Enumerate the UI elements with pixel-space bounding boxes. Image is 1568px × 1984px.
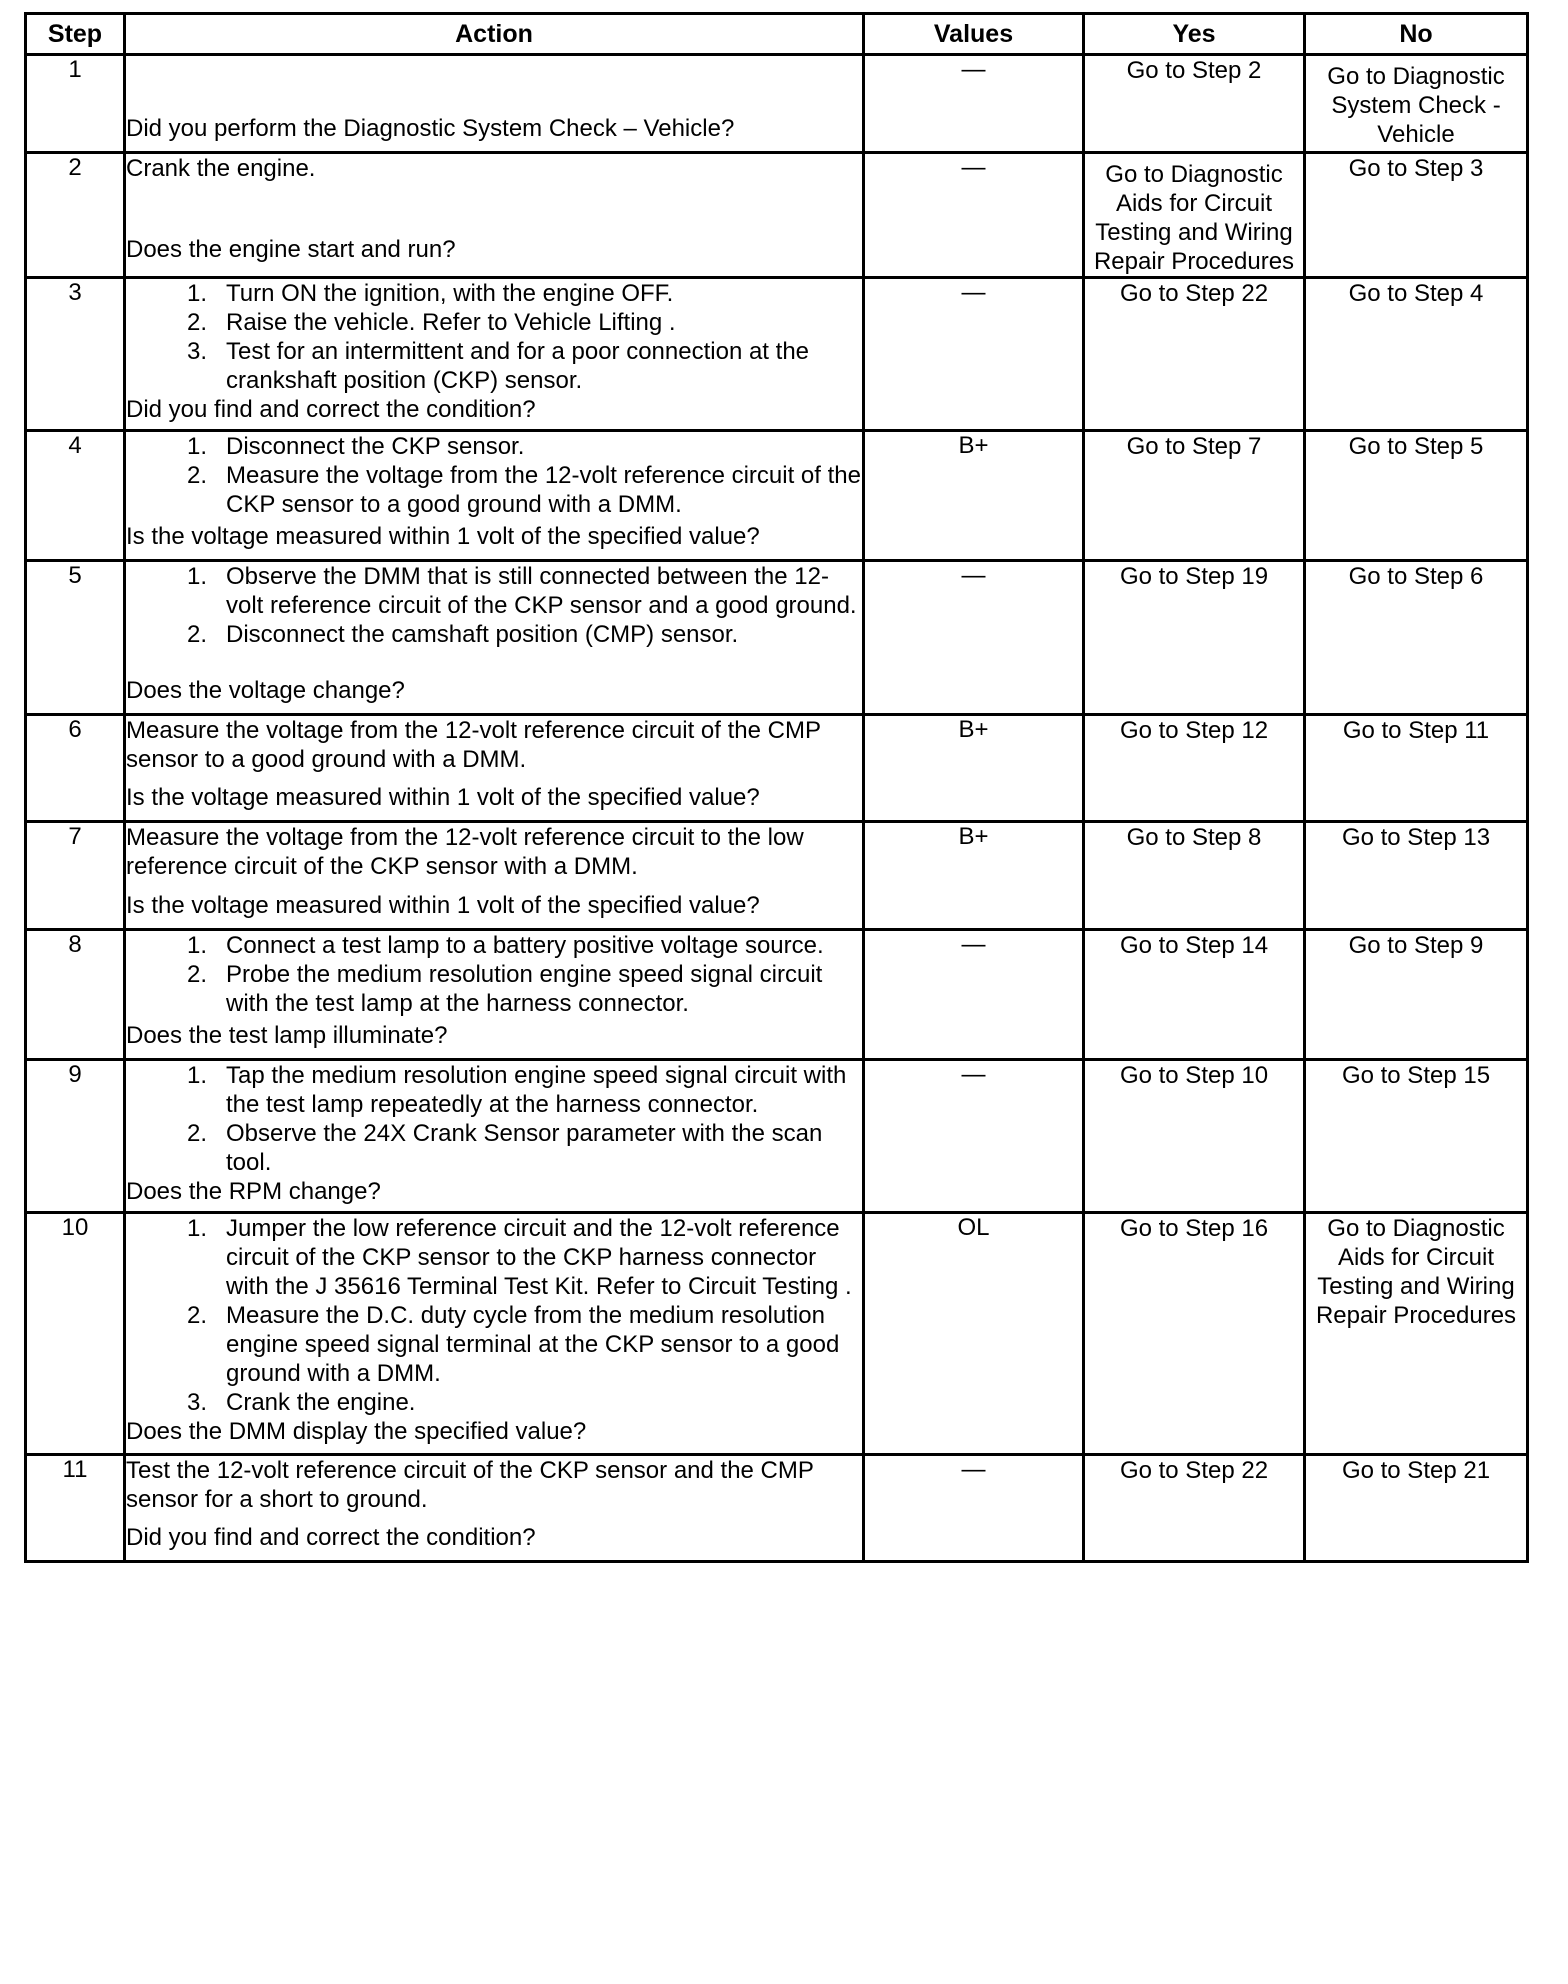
action-step: 3. Test for an intermittent and for a poor connection at the crankshaft position (CKP) sensor. [186, 338, 810, 394]
action-question: Does the engine start and run? [126, 236, 456, 263]
no-outcome: Go to Step 21 [1305, 1455, 1528, 1562]
step-number: 8 [26, 930, 125, 1060]
action-cell [125, 1455, 864, 1562]
action-text: Test the 12-volt reference circuit of the CKP sensor and the CMP sensor for a short to ground. [126, 1457, 814, 1513]
action-step-text: Jumper the low reference circuit and the 12-volt reference circuit of the CKP sensor to the CKP harness connector with the J 35616 Terminal Test Kit. Refer to Circuit Testing . [226, 1215, 852, 1300]
yes-outcome: Go to Step 7 [1084, 431, 1305, 561]
action-question: Did you find and correct the condition? [126, 396, 536, 423]
header-row [26, 14, 1528, 55]
table-row [26, 431, 1528, 561]
action-step-text: Observe the DMM that is still connected between the 12-volt reference circuit of the CKP sensor and a good ground. [226, 563, 857, 619]
step-number: 10 [26, 1213, 125, 1455]
step-number: 3 [26, 278, 125, 431]
header-step: Step [26, 14, 125, 55]
header-values: Values [864, 14, 1084, 55]
action-step-text: Measure the D.C. duty cycle from the medium resolution engine speed signal terminal at the CKP sensor to a good ground with a DMM. [226, 1302, 840, 1387]
no-outcome: Go to Step 3 [1305, 153, 1528, 278]
action-step: 1. Observe the DMM that is still connected between the 12-volt reference circuit of the CKP sensor and a good ground. [186, 563, 857, 619]
action-text: Crank the engine. [126, 155, 316, 182]
action-text: Measure the voltage from the 12-volt reference circuit of the CMP sensor to a good ground with a DMM. [126, 717, 821, 773]
action-step-text: Measure the voltage from the 12-volt reference circuit of the CKP sensor to a good ground with a DMM. [226, 462, 861, 518]
no-outcome: Go to Step 9 [1305, 930, 1528, 1060]
action-cell [125, 822, 864, 930]
table-row [26, 1213, 1528, 1455]
action-steps-list [126, 931, 862, 1018]
action-step: 2. Disconnect the camshaft position (CMP) sensor. [186, 621, 739, 648]
action-cell [125, 278, 864, 431]
action-cell [125, 431, 864, 561]
table-row [26, 153, 1528, 278]
table-row [26, 822, 1528, 930]
action-step-text: Raise the vehicle. Refer to Vehicle Lifting . [226, 309, 676, 336]
action-step-text: Turn ON the ignition, with the engine OFF. [226, 280, 674, 307]
value-cell: B+ [864, 822, 1084, 930]
action-cell [125, 715, 864, 822]
action-step: 1. Tap the medium resolution engine speed signal circuit with the test lamp repeatedly at the harness connector. [186, 1062, 847, 1118]
step-number: 6 [26, 715, 125, 822]
action-steps-list [126, 1214, 862, 1417]
table-row [26, 715, 1528, 822]
action-step: 2. Measure the voltage from the 12-volt reference circuit of the CKP sensor to a good ground with a DMM. [186, 462, 861, 518]
action-question: Is the voltage measured within 1 volt of the specified value? [126, 523, 760, 550]
yes-outcome: Go to Step 22 [1084, 1455, 1305, 1562]
action-steps-list [126, 1061, 862, 1177]
value-cell: — [864, 1060, 1084, 1213]
step-number: 1 [26, 55, 125, 153]
yes-outcome: Go to Diagnostic Aids for Circuit Testing and Wiring Repair Procedures [1084, 153, 1305, 278]
action-step-text: Observe the 24X Crank Sensor parameter with the scan tool. [226, 1120, 823, 1176]
value-cell: — [864, 1455, 1084, 1562]
action-steps-list [126, 432, 862, 519]
step-number: 9 [26, 1060, 125, 1213]
action-question: Does the test lamp illuminate? [126, 1022, 448, 1049]
no-outcome: Go to Step 4 [1305, 278, 1528, 431]
yes-outcome: Go to Step 10 [1084, 1060, 1305, 1213]
action-step-text: Connect a test lamp to a battery positive voltage source. [226, 932, 824, 959]
table-row [26, 55, 1528, 153]
action-step-text: Probe the medium resolution engine speed signal circuit with the test lamp at the harness connector. [226, 961, 823, 1017]
action-step: 3. Crank the engine. [186, 1389, 416, 1416]
no-outcome: Go to Diagnostic Aids for Circuit Testing and Wiring Repair Procedures [1305, 1213, 1528, 1455]
header-action: Action [125, 14, 864, 55]
action-step-text: Test for an intermittent and for a poor connection at the crankshaft position (CKP) sensor. [226, 338, 810, 394]
action-question: Did you perform the Diagnostic System Check – Vehicle? [126, 115, 735, 142]
table-row [26, 930, 1528, 1060]
table-row [26, 278, 1528, 431]
header-no: No [1305, 14, 1528, 55]
action-question: Does the RPM change? [126, 1178, 381, 1205]
action-step: 2. Observe the 24X Crank Sensor parameter with the scan tool. [186, 1120, 823, 1176]
step-number: 4 [26, 431, 125, 561]
action-step: 1. Turn ON the ignition, with the engine OFF. [186, 280, 674, 307]
step-number: 11 [26, 1455, 125, 1562]
yes-outcome: Go to Step 14 [1084, 930, 1305, 1060]
value-cell: B+ [864, 715, 1084, 822]
action-cell [125, 561, 864, 715]
no-outcome: Go to Step 11 [1305, 715, 1528, 822]
step-number: 7 [26, 822, 125, 930]
value-cell: OL [864, 1213, 1084, 1455]
action-step: 1. Jumper the low reference circuit and the 12-volt reference circuit of the CKP sensor to the CKP harness connector with the J 35616 Terminal Test Kit. Refer to Circuit Testing . [186, 1215, 852, 1300]
action-step-text: Disconnect the CKP sensor. [226, 433, 525, 460]
no-outcome: Go to Step 15 [1305, 1060, 1528, 1213]
step-number: 2 [26, 153, 125, 278]
yes-outcome: Go to Step 12 [1084, 715, 1305, 822]
action-text: Measure the voltage from the 12-volt reference circuit to the low reference circuit of the CKP sensor with a DMM. [126, 824, 804, 880]
action-question: Does the DMM display the specified value? [126, 1418, 587, 1445]
yes-outcome: Go to Step 19 [1084, 561, 1305, 715]
yes-outcome: Go to Step 2 [1084, 55, 1305, 153]
action-step-text: Disconnect the camshaft position (CMP) sensor. [226, 621, 739, 648]
action-question: Is the voltage measured within 1 volt of the specified value? [126, 892, 760, 919]
action-step: 1. Connect a test lamp to a battery positive voltage source. [186, 932, 824, 959]
action-cell [125, 55, 864, 153]
table-row [26, 1455, 1528, 1562]
yes-outcome: Go to Step 16 [1084, 1213, 1305, 1455]
action-step: 2. Probe the medium resolution engine speed signal circuit with the test lamp at the harness connector. [186, 961, 823, 1017]
action-steps-list [126, 562, 862, 649]
no-outcome: Go to Step 6 [1305, 561, 1528, 715]
value-cell: — [864, 930, 1084, 1060]
action-cell [125, 1213, 864, 1455]
table-row [26, 1060, 1528, 1213]
action-cell [125, 153, 864, 278]
value-cell: B+ [864, 431, 1084, 561]
value-cell: — [864, 561, 1084, 715]
action-question: Did you find and correct the condition? [126, 1524, 536, 1551]
table-row [26, 561, 1528, 715]
action-step-text: Tap the medium resolution engine speed signal circuit with the test lamp repeatedly at the harness connector. [226, 1062, 847, 1118]
action-step: 1. Disconnect the CKP sensor. [186, 433, 525, 460]
action-question: Does the voltage change? [126, 677, 405, 704]
value-cell: — [864, 153, 1084, 278]
action-step: 2. Raise the vehicle. Refer to Vehicle Lifting . [186, 309, 676, 336]
diagnostic-table [24, 12, 1529, 1563]
action-cell [125, 930, 864, 1060]
action-question: Is the voltage measured within 1 volt of the specified value? [126, 784, 760, 811]
action-steps-list [126, 279, 862, 395]
step-number: 5 [26, 561, 125, 715]
no-outcome: Go to Step 13 [1305, 822, 1528, 930]
value-cell: — [864, 55, 1084, 153]
action-step: 2. Measure the D.C. duty cycle from the medium resolution engine speed signal terminal at the CKP sensor to a good ground with a DMM. [186, 1302, 840, 1387]
header-yes: Yes [1084, 14, 1305, 55]
yes-outcome: Go to Step 22 [1084, 278, 1305, 431]
action-step-text: Crank the engine. [226, 1389, 416, 1416]
value-cell: — [864, 278, 1084, 431]
no-outcome: Go to Step 5 [1305, 431, 1528, 561]
yes-outcome: Go to Step 8 [1084, 822, 1305, 930]
action-cell [125, 1060, 864, 1213]
no-outcome: Go to Diagnostic System Check - Vehicle [1305, 55, 1528, 153]
